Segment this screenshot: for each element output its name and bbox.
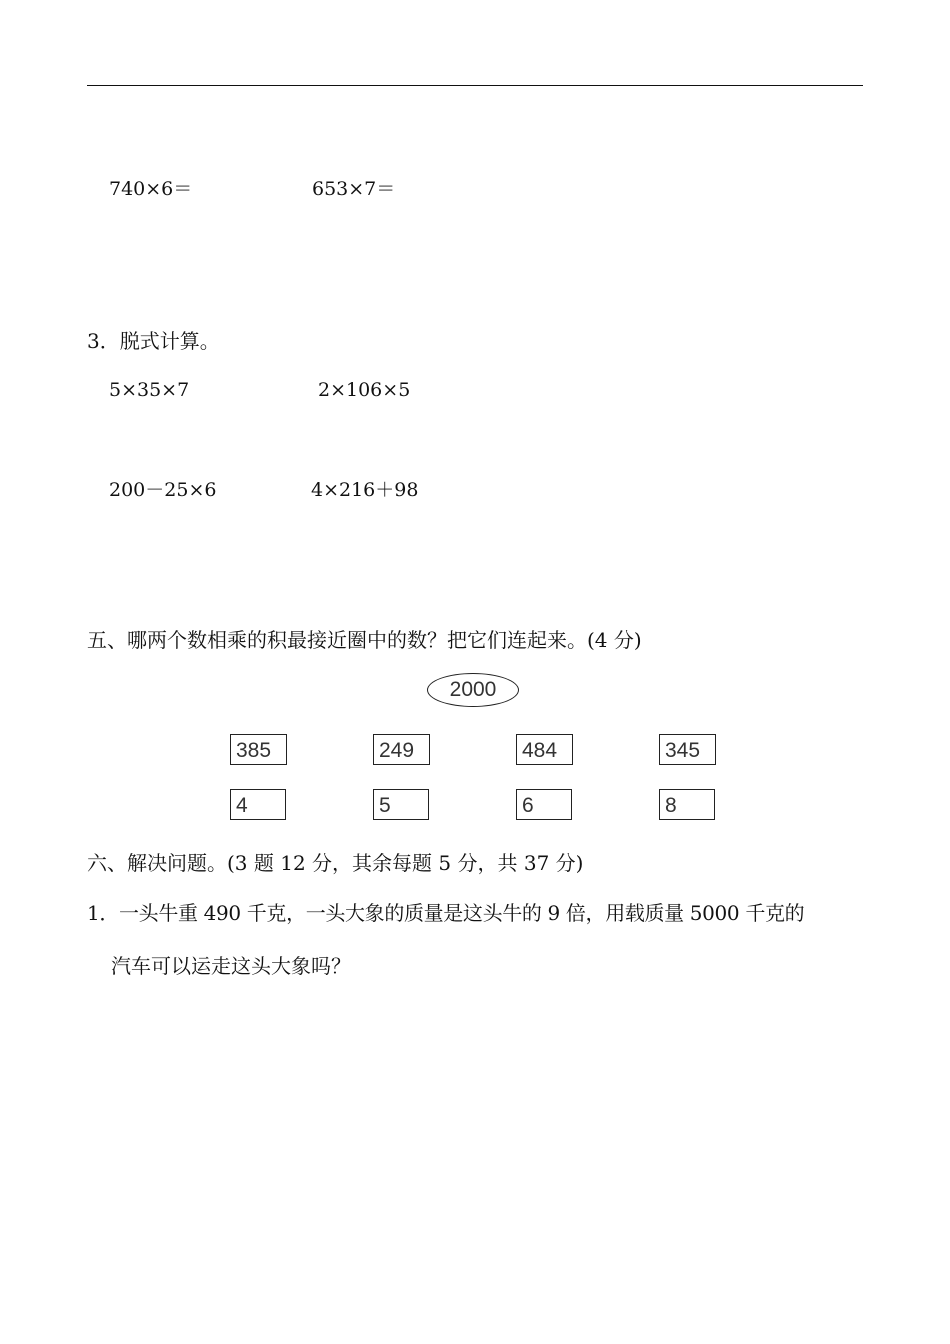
- header-rule: [87, 85, 863, 86]
- question-1-line-1: 1．一头牛重 490 千克，一头大象的质量是这头牛的 9 倍，用载质量 5000 千克的: [87, 901, 805, 925]
- factor-box-top: 345: [659, 734, 716, 765]
- factor-box-bottom: 4: [230, 789, 286, 820]
- factor-box-top: 484: [516, 734, 573, 765]
- expr-4: 4×216＋98: [311, 479, 419, 501]
- factor-box-top: 385: [230, 734, 287, 765]
- calc-740x6: 740×6＝: [109, 178, 193, 200]
- factor-box-bottom: 8: [659, 789, 715, 820]
- factor-box-bottom: 6: [516, 789, 572, 820]
- target-number-ellipse: 2000: [427, 673, 519, 707]
- expr-1: 5×35×7: [109, 379, 190, 401]
- factor-box-top: 249: [373, 734, 430, 765]
- calc-653x7: 653×7＝: [312, 178, 396, 200]
- question-1-line-2: 汽车可以运走这头大象吗？: [111, 954, 351, 978]
- section-5-title: 五、哪两个数相乘的积最接近圈中的数？把它们连起来。(4 分): [87, 628, 642, 652]
- section-3-title: 3．脱式计算。: [87, 329, 220, 353]
- section-6-title: 六、解决问题。(3 题 12 分，其余每题 5 分，共 37 分): [87, 851, 584, 875]
- expr-2: 2×106×5: [318, 379, 411, 401]
- expr-3: 200－25×6: [109, 479, 217, 501]
- factor-box-bottom: 5: [373, 789, 429, 820]
